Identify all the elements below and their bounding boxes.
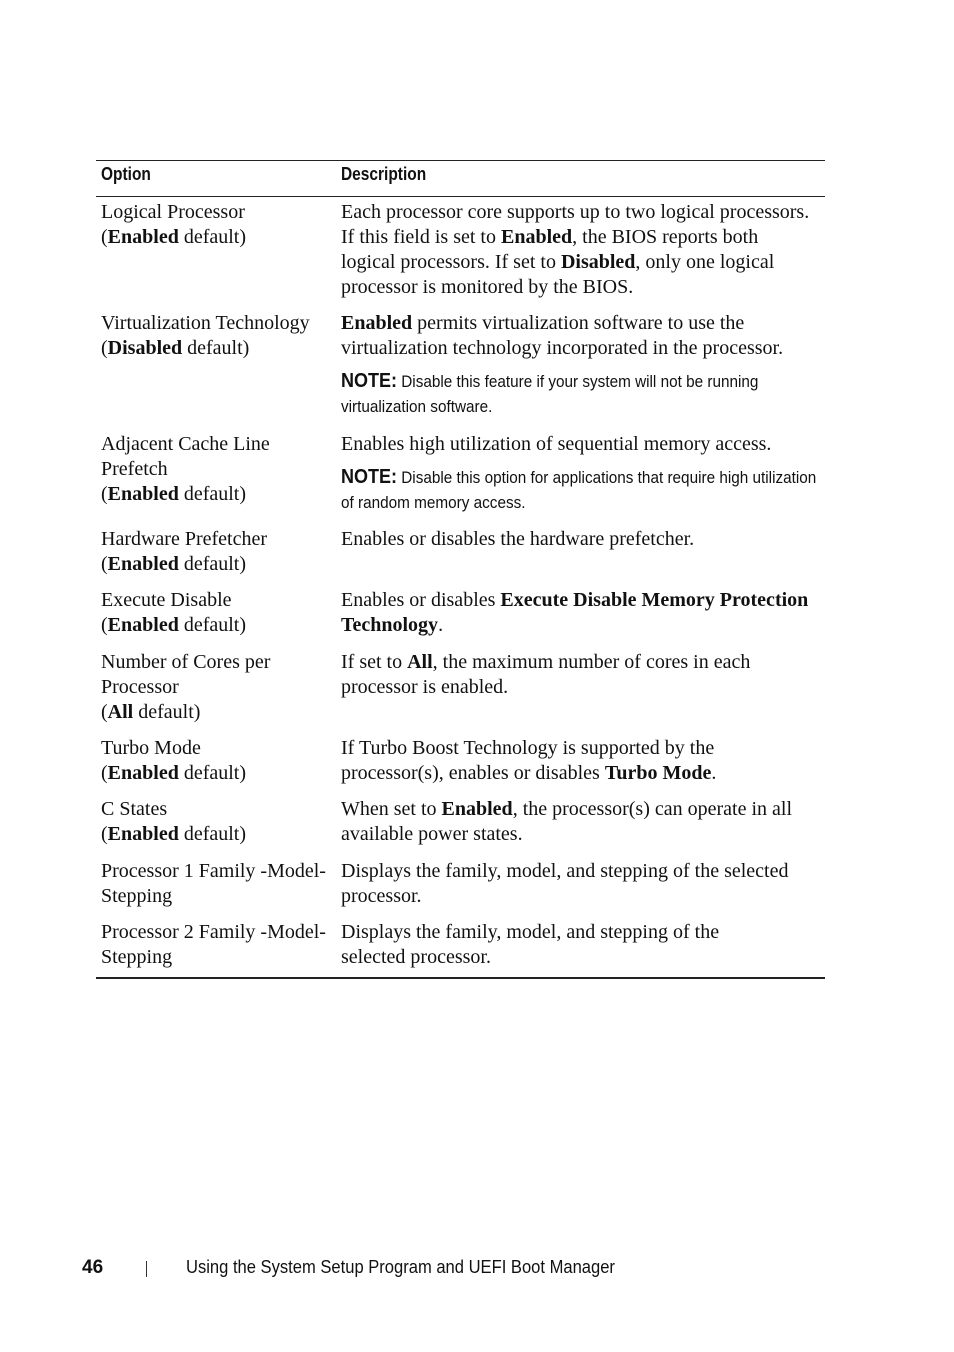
- option-name: Hardware Prefetcher: [101, 528, 268, 550]
- default-suffix: default): [178, 483, 247, 505]
- desc-text: .: [438, 614, 444, 636]
- option-cell: [101, 527, 333, 577]
- option-default: (Enabled default): [101, 614, 247, 636]
- desc-text: Displays the family, model, and stepping of the selected processor.: [341, 860, 789, 907]
- desc-text: .: [711, 762, 717, 784]
- desc-bold: Enabled: [441, 798, 513, 820]
- footer-separator: [146, 1261, 147, 1277]
- option-name: C States: [101, 798, 168, 820]
- option-name: Execute Disable: [101, 589, 232, 611]
- option-name: Virtualization Technology: [101, 312, 310, 334]
- desc-text: permits virtualization software to use the virtualization technology incorporated in the processor.: [341, 312, 784, 359]
- default-suffix: default): [178, 823, 247, 845]
- description-cell: [341, 200, 811, 300]
- description-cell: [341, 797, 825, 847]
- option-cell: [101, 859, 337, 909]
- desc-bold: All: [407, 651, 433, 673]
- default-value: Enabled: [107, 553, 179, 575]
- desc-text: When set to: [341, 798, 442, 820]
- default-value: Enabled: [107, 762, 179, 784]
- desc-text: Enables or disables the hardware prefetcher.: [341, 528, 695, 550]
- default-suffix: default): [178, 614, 247, 636]
- note-label: NOTE:: [341, 466, 397, 488]
- option-default: (Enabled default): [101, 226, 247, 248]
- description-cell: [341, 311, 825, 419]
- option-cell: [101, 920, 337, 970]
- note: [341, 465, 827, 515]
- description-cell: [341, 650, 791, 700]
- option-default: (Enabled default): [101, 483, 247, 505]
- default-suffix: default): [133, 701, 201, 723]
- option-cell: [101, 432, 291, 507]
- desc-bold: Turbo Mode: [604, 762, 712, 784]
- header-rule: [96, 196, 825, 197]
- note-text: Disable this feature if your system will not be running virtualization software.: [341, 372, 759, 416]
- table-bottom-rule: [96, 977, 825, 979]
- desc-bold: Enabled: [341, 312, 413, 334]
- description-cell: [341, 527, 825, 552]
- running-head: Using the System Setup Program and UEFI Boot Manager: [186, 1257, 615, 1277]
- desc-text: Each processor core supports up to two logical processors. If this field is set to: [341, 201, 810, 248]
- option-name: Processor 2 Family -Model-Stepping: [101, 921, 326, 968]
- note-text: Disable this option for applications that require high utilization of random memory access.: [341, 468, 817, 512]
- default-suffix: default): [178, 226, 247, 248]
- default-value: Enabled: [107, 614, 179, 636]
- desc-text: , only one logical processor is monitored by the BIOS.: [341, 251, 775, 298]
- option-default: (Enabled default): [101, 762, 247, 784]
- desc-bold: Enabled: [500, 226, 573, 248]
- column-header-option: Option: [101, 164, 151, 184]
- option-name: Logical Processor: [101, 201, 245, 223]
- column-header-description: Description: [341, 164, 427, 184]
- desc-text: Displays the family, model, and stepping of the selected processor.: [341, 921, 720, 968]
- option-cell: [101, 311, 333, 361]
- desc-text: , the maximum number of cores in each processor is enabled.: [341, 651, 751, 698]
- description-cell: [341, 920, 761, 970]
- option-name: Adjacent Cache Line Prefetch: [101, 433, 270, 480]
- description-cell: [341, 859, 825, 909]
- note: [341, 369, 827, 419]
- desc-text: If set to: [341, 651, 408, 673]
- default-suffix: default): [182, 337, 250, 359]
- default-value: Enabled: [107, 226, 179, 248]
- default-value: Disabled: [107, 337, 183, 359]
- option-default: (Disabled default): [101, 337, 250, 359]
- option-default: (Enabled default): [101, 553, 247, 575]
- note-label: NOTE:: [341, 370, 397, 392]
- desc-text: If Turbo Boost Technology is supported by the processor(s), enables or disables: [341, 737, 715, 784]
- page-number: 46: [82, 1257, 104, 1278]
- desc-text: , the processor(s) can operate in all available power states.: [341, 798, 793, 845]
- desc-bold: Execute Disable Memory Protection Technology: [341, 589, 809, 636]
- option-name: Processor 1 Family -Model-Stepping: [101, 860, 326, 907]
- option-cell: [101, 736, 333, 786]
- option-cell: [101, 588, 333, 638]
- option-cell: [101, 650, 291, 725]
- table-top-rule: [96, 160, 825, 161]
- default-value: Enabled: [107, 483, 179, 505]
- description-cell: [341, 736, 746, 786]
- desc-text: , the BIOS reports both logical processors. If set to: [341, 226, 759, 273]
- desc-text: Enables or disables: [341, 589, 501, 611]
- description-cell: [341, 432, 825, 515]
- default-value: Enabled: [107, 823, 179, 845]
- option-name: Number of Cores per Processor: [101, 651, 271, 698]
- option-default: (All default): [101, 701, 201, 723]
- option-cell: [101, 797, 333, 847]
- option-default: (Enabled default): [101, 823, 247, 845]
- option-name: Turbo Mode: [101, 737, 201, 759]
- desc-bold: Disabled: [560, 251, 636, 273]
- description-cell: [341, 588, 825, 638]
- default-value: All: [107, 701, 134, 723]
- option-cell: [101, 200, 333, 250]
- default-suffix: default): [178, 553, 247, 575]
- default-suffix: default): [178, 762, 247, 784]
- desc-text: Enables high utilization of sequential memory access.: [341, 433, 772, 455]
